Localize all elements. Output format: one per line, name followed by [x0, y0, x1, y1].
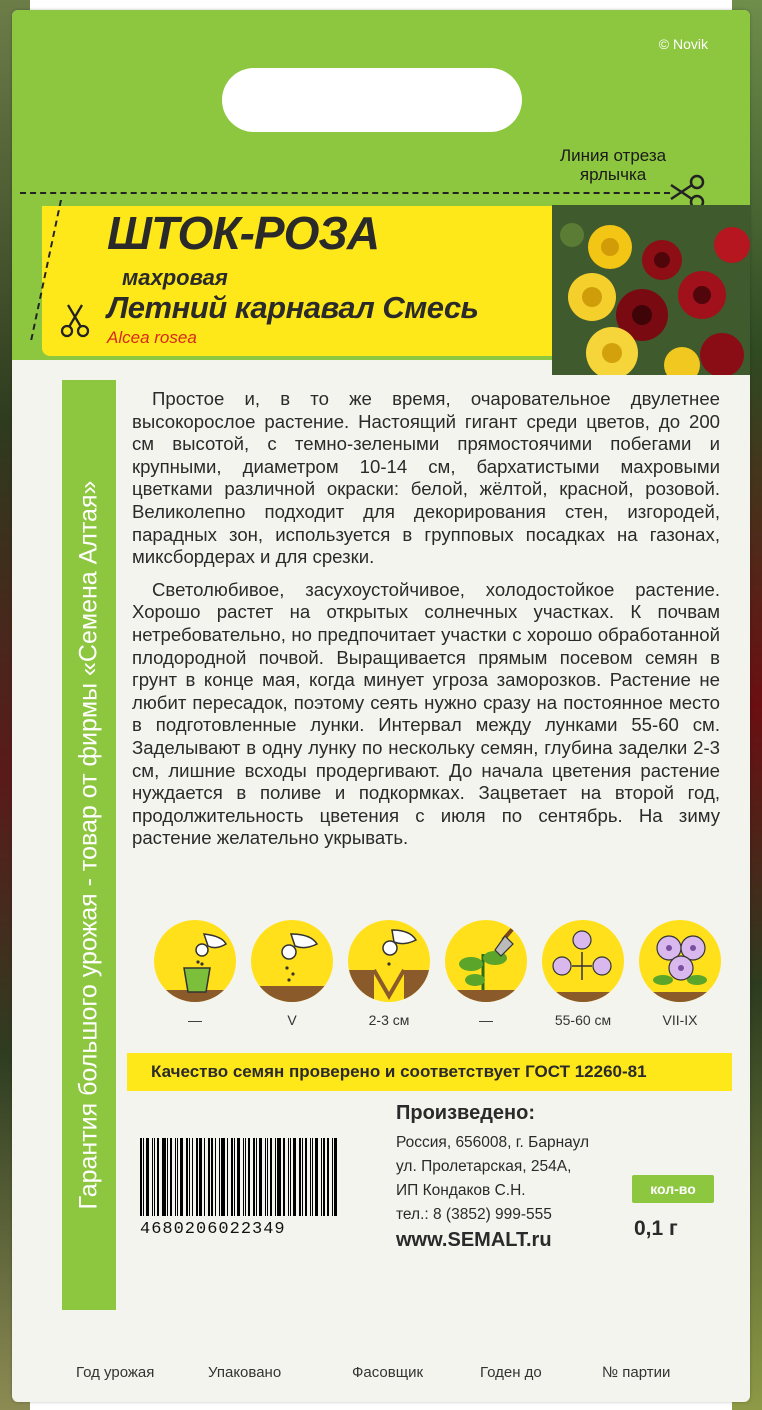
- sowing-depth-icon: [348, 920, 430, 1002]
- barcode-bar: [231, 1138, 233, 1216]
- manufacturer-address-line: Россия, 656008, г. Барнаул: [396, 1134, 590, 1151]
- description: [132, 388, 720, 860]
- icon-label-4: —: [479, 1012, 493, 1028]
- footer-packed: Упаковано: [208, 1364, 282, 1381]
- barcode-bar: [177, 1138, 178, 1216]
- barcode-bar: [204, 1138, 205, 1216]
- quality-banner: Качество семян проверено и соответствует ГОСТ 12260-81: [127, 1053, 732, 1091]
- plant-spacing-icon: [542, 920, 624, 1002]
- barcode-bar: [248, 1138, 250, 1216]
- barcode-bar: [332, 1138, 333, 1216]
- barcode-bar: [175, 1138, 176, 1216]
- barcode-bar: [211, 1138, 213, 1216]
- footer-harvest-year: Год урожая: [76, 1364, 155, 1381]
- description-paragraph-1: Простое и, в то же время, очаровательное двулетнее высокорослое растение. Настоящий гигант среди цветов, до 200 см высотой, с темно-зелеными прямостоячими побегами и крупными, диаметром 10-14 см, бархатистыми махровыми цветками различной окраски: белой, жёлтой, красной, розовой. Великолепно подходит для декорирования стен, изгородей, парадных зон, используется в групповых посадках на газонах, миксбордерах и для срезки.: [132, 388, 720, 568]
- manufacturer-company-line: ИП Кондаков С.Н.: [396, 1182, 526, 1199]
- barcode-bar: [162, 1138, 166, 1216]
- barcode-bar: [221, 1138, 225, 1216]
- cut-line-label-line1: Линия отреза: [560, 146, 667, 165]
- barcode-bar: [245, 1138, 246, 1216]
- side-guarantee-text: Гарантия большого урожая - товар от фирмы «Семена Алтая»: [74, 480, 103, 1210]
- barcode-bars: [140, 1138, 378, 1216]
- barcode-bar: [267, 1138, 268, 1216]
- barcode-bar: [237, 1138, 240, 1216]
- footer-best-before: Годен до: [480, 1364, 542, 1381]
- product-title: ШТОК-РОЗА: [107, 207, 380, 259]
- barcode-bar: [243, 1138, 244, 1216]
- barcode-bar: [196, 1138, 198, 1216]
- barcode-bar: [227, 1138, 228, 1216]
- icon-cell-5: [542, 920, 624, 1028]
- copyright: © Novik: [658, 36, 708, 52]
- barcode-bar: [321, 1138, 322, 1216]
- barcode-bar: [146, 1138, 149, 1216]
- product-subtitle: махровая: [122, 265, 228, 290]
- barcode-bar: [270, 1138, 272, 1216]
- barcode-bar: [305, 1138, 307, 1216]
- barcode-bar: [299, 1138, 301, 1216]
- barcode-bar: [253, 1138, 255, 1216]
- barcode-bar: [312, 1138, 313, 1216]
- open-ground-sowing-icon: [251, 920, 333, 1002]
- barcode-bar: [283, 1138, 285, 1216]
- icon-label-6: VII-IX: [662, 1012, 698, 1028]
- barcode: [140, 1138, 378, 1246]
- barcode-bar: [275, 1138, 276, 1216]
- manufacturer-phone-line: тел.: 8 (3852) 999-555: [396, 1206, 552, 1223]
- barcode-bar: [234, 1138, 235, 1216]
- icon-label-5: 55-60 см: [554, 1012, 612, 1028]
- cut-line-label: [560, 146, 666, 184]
- barcode-bar: [259, 1138, 262, 1216]
- quantity-value: 0,1 г: [634, 1217, 678, 1240]
- barcode-bar: [167, 1138, 168, 1216]
- barcode-bar: [208, 1138, 210, 1216]
- barcode-number: 4680206022349: [140, 1220, 286, 1239]
- hang-hole: [222, 68, 522, 132]
- barcode-bar: [140, 1138, 142, 1216]
- cut-line: [20, 192, 670, 194]
- barcode-bar: [293, 1138, 296, 1216]
- barcode-bar: [154, 1138, 155, 1216]
- latin-name: Alcea rosea: [107, 328, 197, 347]
- barcode-bar: [265, 1138, 266, 1216]
- barcode-bar: [170, 1138, 172, 1216]
- manufacturer-title: Произведено:: [396, 1102, 535, 1124]
- scissors-left-icon: [58, 303, 92, 339]
- barcode-bar: [315, 1138, 318, 1216]
- barcode-bar: [192, 1138, 193, 1216]
- barcode-bar: [189, 1138, 190, 1216]
- icon-label-2: V: [287, 1012, 297, 1028]
- barcode-bar: [277, 1138, 281, 1216]
- barcode-bar: [152, 1138, 153, 1216]
- icon-cell-4: [445, 920, 527, 1028]
- barcode-bar: [288, 1138, 289, 1216]
- barcode-bar: [199, 1138, 202, 1216]
- barcode-bar: [302, 1138, 303, 1216]
- manufacturer-block: [396, 1102, 589, 1252]
- barcode-bar: [323, 1138, 325, 1216]
- footer-batch-number: № партии: [602, 1364, 671, 1381]
- description-paragraph-2: Светолюбивое, засухоустойчивое, холодостойкое растение. Хорошо растет на открытых солнечных участках. К почвам нетребовательно, но предпочитает участки с хорошо обработанной плодородной почвой. Выращивается прямым посевом семян в грунт в конце мая, когда минует угроза заморозков. Растение не любит пересадок, поэтому сеять нужно сразу на постоянное место в подготовленные лунки. Интервал между лунками 55-60 см. Заделывают в одну лунку по нескольку семян, глубина заделки 2-3 см, лишние всходы продергивают. До начала цветения растение нуждается в поливе и подкормках. Зацветает на второй год, продолжительность цветения с июля по сентябрь. На зиму растение желательно укрывать.: [132, 578, 720, 849]
- seedling-care-icon: [445, 920, 527, 1002]
- flower-photo: [552, 205, 750, 375]
- growing-icons: [154, 920, 724, 1035]
- icon-cell-6: [639, 920, 721, 1028]
- product-variety: Летний карнавал Смесь: [107, 290, 479, 325]
- barcode-bar: [143, 1138, 144, 1216]
- cut-line-label-line2: ярлычка: [579, 165, 647, 184]
- barcode-bar: [290, 1138, 291, 1216]
- barcode-bar: [219, 1138, 220, 1216]
- pot-sowing-icon: [154, 920, 236, 1002]
- barcode-bar: [334, 1138, 337, 1216]
- barcode-bar: [186, 1138, 188, 1216]
- flowering-period-icon: [639, 920, 721, 1002]
- footer-packer: Фасовщик: [352, 1364, 424, 1381]
- barcode-bar: [327, 1138, 329, 1216]
- manufacturer-website: www.SEMALT.ru: [396, 1229, 552, 1251]
- seed-packet: [12, 10, 750, 1402]
- icon-label-1: —: [188, 1012, 202, 1028]
- barcode-bar: [310, 1138, 311, 1216]
- barcode-bar: [215, 1138, 216, 1216]
- icon-cell-1: [154, 920, 236, 1028]
- barcode-bar: [180, 1138, 183, 1216]
- barcode-bar: [157, 1138, 159, 1216]
- barcode-bar: [256, 1138, 257, 1216]
- quantity-label: кол-во: [632, 1175, 714, 1203]
- icon-cell-3: [348, 920, 430, 1028]
- icon-label-3: 2-3 см: [368, 1012, 410, 1028]
- manufacturer-street-line: ул. Пролетарская, 254А,: [396, 1158, 572, 1175]
- icon-cell-2: [251, 920, 333, 1028]
